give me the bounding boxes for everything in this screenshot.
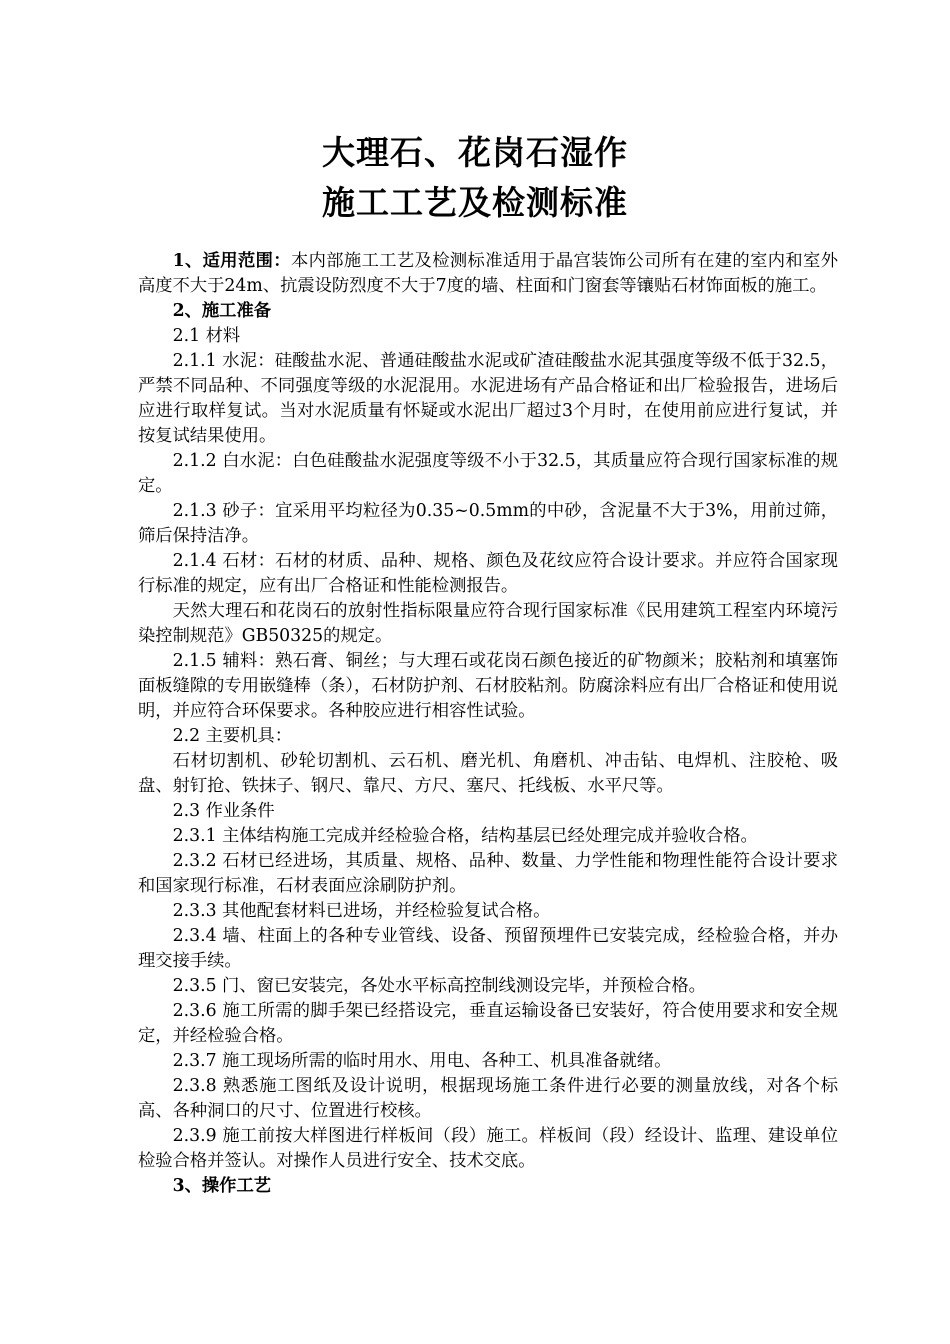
- paragraph-text: 2.3.8 熟悉施工图纸及设计说明，根据现场施工条件进行必要的测量放线，对各个标高、各种洞口的尺寸、位置进行校核。: [138, 1076, 838, 1121]
- paragraph: [138, 1124, 838, 1174]
- paragraph-text: 2.1.4 石材：石材的材质、品种、规格、颜色及花纹应符合设计要求。并应符合国家现行标准的规定，应有出厂合格证和性能检测报告。: [138, 551, 838, 596]
- paragraph: [138, 1049, 838, 1074]
- paragraph-text: 石材切割机、砂轮切割机、云石机、磨光机、角磨机、冲击钻、电焊机、注胶枪、吸盘、射钉抢、铁抹子、钢尺、靠尺、方尺、塞尺、托线板、水平尺等。: [138, 751, 838, 796]
- paragraph: [138, 924, 838, 974]
- paragraph-text: 2.3.6 施工所需的脚手架已经搭设完，垂直运输设备已安装好，符合使用要求和安全规定，并经检验合格。: [138, 1001, 838, 1046]
- paragraph: [138, 349, 838, 449]
- paragraph-text: 2.3.3 其他配套材料已进场，并经检验复试合格。: [172, 901, 551, 921]
- paragraph: [138, 449, 838, 499]
- paragraph: [138, 599, 838, 649]
- paragraph-text: 2.3 作业条件: [172, 801, 275, 821]
- paragraph: [138, 824, 838, 849]
- paragraph: [138, 799, 838, 824]
- paragraph: [138, 724, 838, 749]
- paragraph: [138, 1074, 838, 1124]
- paragraph-text: 2.1.2 白水泥：白色硅酸盐水泥强度等级不小于32.5，其质量应符合现行国家标准的规定。: [138, 451, 838, 496]
- paragraph: [138, 999, 838, 1049]
- paragraph-text: 天然大理石和花岗石的放射性指标限量应符合现行国家标准《民用建筑工程室内环境污染控制规范》GB50325的规定。: [138, 601, 838, 646]
- paragraph-text: 2.3.7 施工现场所需的临时用水、用电、各种工、机具准备就绪。: [172, 1051, 672, 1071]
- paragraph: [138, 324, 838, 349]
- paragraph: [138, 1174, 838, 1199]
- paragraph: [138, 249, 838, 299]
- paragraph: [138, 649, 838, 724]
- paragraph: [138, 299, 838, 324]
- section-heading: 2、施工准备: [172, 301, 272, 321]
- document-title-line-2: 施工工艺及检测标准: [322, 183, 628, 222]
- paragraph-text: 2.1.5 辅料：熟石膏、铜丝；与大理石或花岗石颜色接近的矿物颜米；胶粘剂和填塞饰面板缝隙的专用嵌缝棒（条），石材防护剂、石材胶粘剂。防腐涂料应有出厂合格证和使用说明，并应符合环保要求。各种胶应进行相容性试验。: [138, 651, 838, 721]
- paragraph-text: 2.3.4 墙、柱面上的各种专业管线、设备、预留预埋件已安装完成，经检验合格，并办理交接手续。: [138, 926, 838, 971]
- paragraph: [138, 974, 838, 999]
- paragraph-text: 2.3.5 门、窗已安装完，各处水平标高控制线测设完毕，并预检合格。: [172, 976, 706, 996]
- paragraph: [138, 549, 838, 599]
- paragraph-text: 2.1.3 砂子：宜采用平均粒径为0.35~0.5mm的中砂，含泥量不大于3%，用前过筛，筛后保持洁净。: [138, 501, 838, 546]
- paragraph-text: 2.3.2 石材已经进场，其质量、规格、品种、数量、力学性能和物理性能符合设计要求和国家现行标准，石材表面应涂刷防护剂。: [138, 851, 838, 896]
- document-body: [138, 249, 838, 1199]
- paragraph-text: 2.1.1 水泥：硅酸盐水泥、普通硅酸盐水泥或矿渣硅酸盐水泥其强度等级不低于32.5，严禁不同品种、不同强度等级的水泥混用。水泥进场有产品合格证和出厂检验报告，进场后应进行取样复试。当对水泥质量有怀疑或水泥出厂超过3个月时，在使用前应进行复试，并按复试结果使用。: [138, 351, 838, 446]
- paragraph-text: 2.1 材料: [172, 326, 241, 346]
- paragraph: [138, 749, 838, 799]
- paragraph-text: 本内部施工工艺及检测标准适用于晶宫装饰公司所有在建的室内和室外高度不大于24m、抗震设防烈度不大于7度的墙、柱面和门窗套等镶贴石材饰面板的施工。: [138, 251, 838, 296]
- paragraph: [138, 899, 838, 924]
- paragraph-text: 2.3.1 主体结构施工完成并经检验合格，结构基层已经处理完成并验收合格。: [172, 826, 758, 846]
- paragraph-text: 2.2 主要机具：: [172, 726, 292, 746]
- section-heading: 1、适用范围：: [172, 251, 291, 271]
- paragraph-text: 2.3.9 施工前按大样图进行样板间（段）施工。样板间（段）经设计、监理、建设单位检验合格并签认。对操作人员进行安全、技术交底。: [138, 1126, 838, 1171]
- section-heading: 3、操作工艺: [172, 1176, 272, 1196]
- paragraph: [138, 849, 838, 899]
- document-title-line-1: 大理石、花岗石湿作: [322, 133, 628, 172]
- paragraph: [138, 499, 838, 549]
